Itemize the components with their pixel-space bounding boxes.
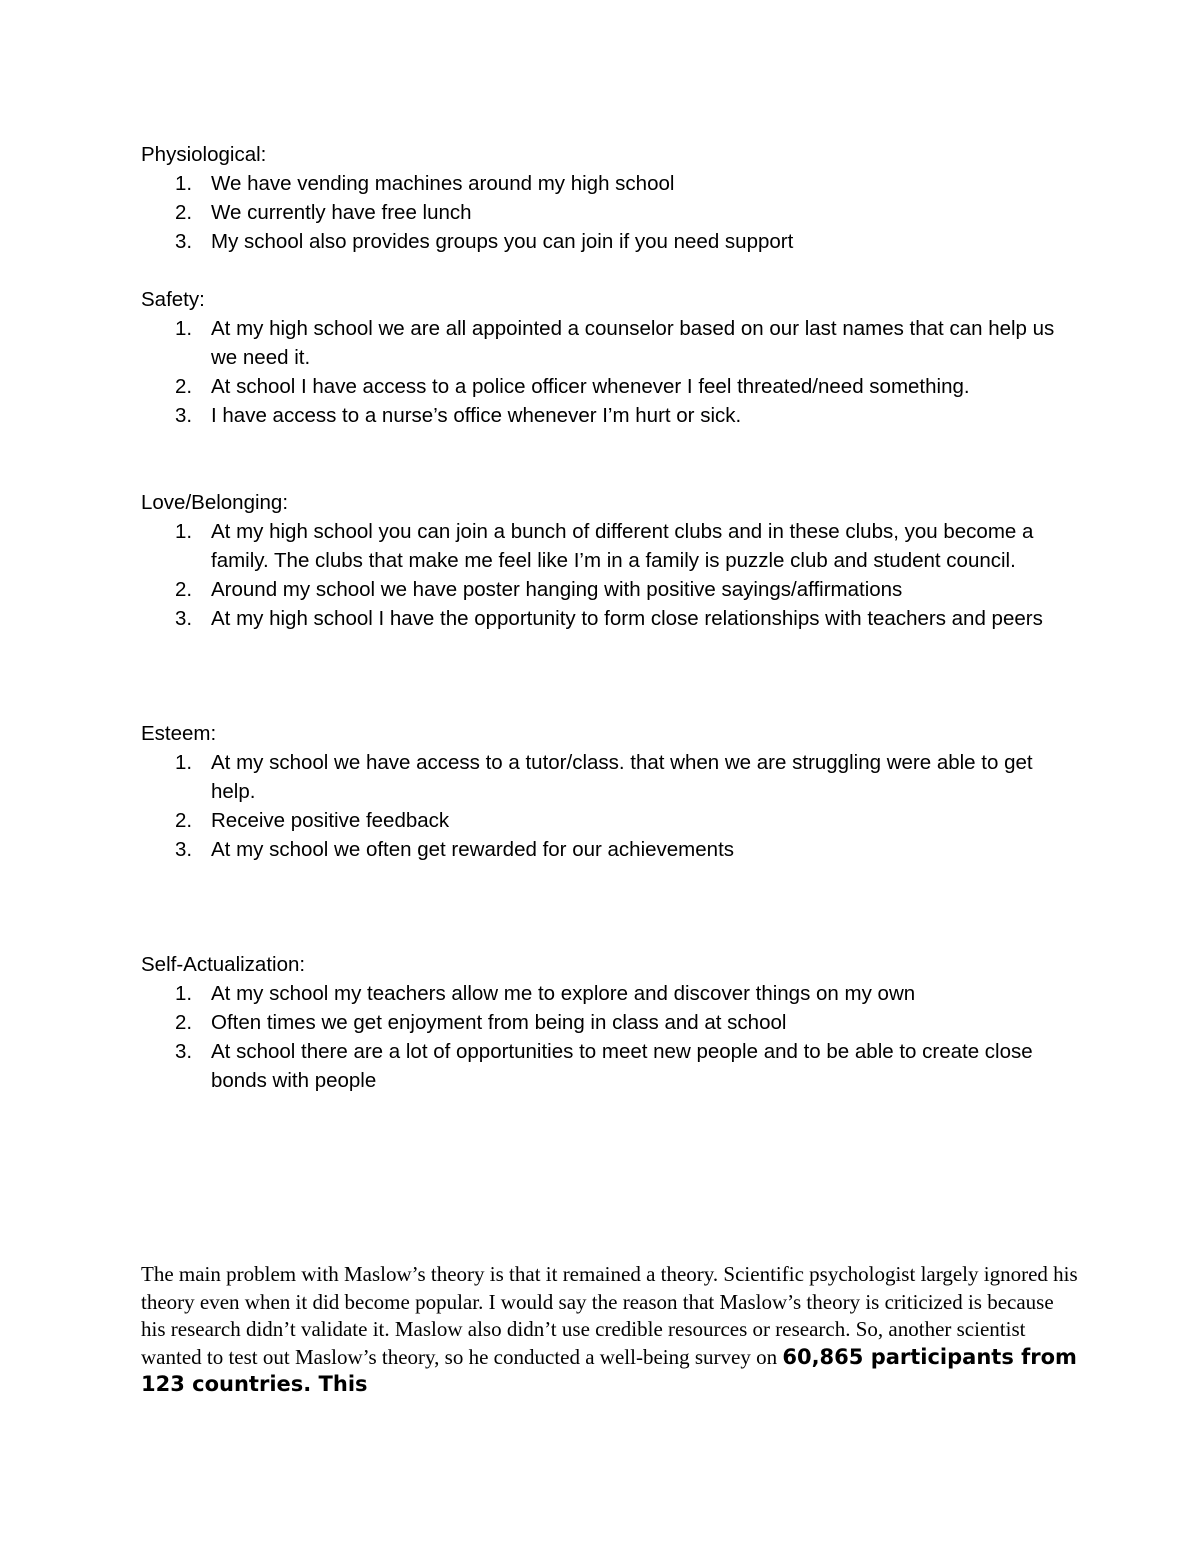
list-item xyxy=(141,169,1071,198)
list-item-text: My school also provides groups you can join if you need support xyxy=(211,230,794,253)
list-number: 3. xyxy=(175,607,193,630)
list-number: 2. xyxy=(175,1011,193,1034)
numbered-list xyxy=(141,314,1071,430)
list-number: 3. xyxy=(175,1040,193,1063)
list-number: 2. xyxy=(175,201,193,224)
paragraph-emphasis: 60,865 participants from 123 countries. This xyxy=(141,1344,1077,1396)
section-heading: Safety: xyxy=(141,288,205,311)
spacer xyxy=(141,633,1071,719)
maslow-critique-paragraph xyxy=(141,1261,1081,1399)
section-heading: Esteem: xyxy=(141,722,217,745)
list-item-text: At my school my teachers allow me to explore and discover things on my own xyxy=(211,982,916,1005)
list-item-text: At my high school I have the opportunity to form close relationships with teachers and peers xyxy=(211,607,1043,630)
section-esteem xyxy=(141,719,1071,864)
list-item xyxy=(141,575,1071,604)
list-item-text: Receive positive feedback xyxy=(211,809,450,832)
list-number: 1. xyxy=(175,172,193,195)
spacer xyxy=(141,864,1071,950)
numbered-list xyxy=(141,169,1071,256)
list-item xyxy=(141,835,1071,864)
list-item-text: At school there are a lot of opportunities to meet new people and to be able to create close bonds with people xyxy=(211,1040,1033,1092)
list-number: 2. xyxy=(175,809,193,832)
section-heading: Self-Actualization: xyxy=(141,953,306,976)
list-item-text: We currently have free lunch xyxy=(211,201,472,224)
list-item-text: At my high school we are all appointed a counselor based on our last names that can help us we need it. xyxy=(211,317,1055,369)
list-item xyxy=(141,1008,1071,1037)
list-item xyxy=(141,806,1071,835)
list-item-text: At school I have access to a police officer whenever I feel threated/need something. xyxy=(211,375,970,398)
list-number: 1. xyxy=(175,751,193,774)
list-number: 2. xyxy=(175,578,193,601)
section-heading: Love/Belonging: xyxy=(141,491,289,514)
list-item-text: I have access to a nurse’s office whenever I’m hurt or sick. xyxy=(211,404,742,427)
list-number: 3. xyxy=(175,838,193,861)
list-item xyxy=(141,748,1071,806)
needs-list-content xyxy=(141,140,1071,1095)
paragraph-text: The main problem with Maslow’s theory is that it remained a theory. Scientific psychologist largely ignored his theory even when it did become popular. I would say the reason that Maslow’s theory is criticized is because his research didn’t validate it. Maslow also didn’t use credible resources or research. So, another scientist wanted to test out Maslow’s theory, so he conducted a well-being survey on xyxy=(141,1262,1078,1369)
numbered-list xyxy=(141,517,1071,633)
spacer xyxy=(141,430,1071,488)
list-number: 1. xyxy=(175,982,193,1005)
list-item-text: Around my school we have poster hanging with positive sayings/affirmations xyxy=(211,578,903,601)
list-item-text: At my school we have access to a tutor/class. that when we are struggling were able to get help. xyxy=(211,751,1033,803)
list-item xyxy=(141,1037,1071,1095)
numbered-list xyxy=(141,748,1071,864)
section-self-actualization xyxy=(141,950,1071,1095)
list-item xyxy=(141,314,1071,372)
list-number: 3. xyxy=(175,404,193,427)
list-number: 1. xyxy=(175,520,193,543)
list-item xyxy=(141,517,1071,575)
numbered-list xyxy=(141,979,1071,1095)
section-heading: Physiological: xyxy=(141,143,267,166)
section-physiological xyxy=(141,140,1071,256)
list-number: 2. xyxy=(175,375,193,398)
list-item-text: Often times we get enjoyment from being in class and at school xyxy=(211,1011,787,1034)
list-number: 1. xyxy=(175,317,193,340)
spacer xyxy=(141,256,1071,285)
list-item xyxy=(141,604,1071,633)
list-item xyxy=(141,227,1071,256)
list-item-text: At my high school you can join a bunch of different clubs and in these clubs, you become a family. The clubs that make me feel like I’m in a family is puzzle club and student council. xyxy=(211,520,1034,572)
list-number: 3. xyxy=(175,230,193,253)
section-love-belonging xyxy=(141,488,1071,633)
section-safety xyxy=(141,285,1071,430)
list-item xyxy=(141,198,1071,227)
list-item xyxy=(141,401,1071,430)
list-item-text: At my school we often get rewarded for our achievements xyxy=(211,838,735,861)
list-item xyxy=(141,979,1071,1008)
list-item xyxy=(141,372,1071,401)
list-item-text: We have vending machines around my high school xyxy=(211,172,675,195)
